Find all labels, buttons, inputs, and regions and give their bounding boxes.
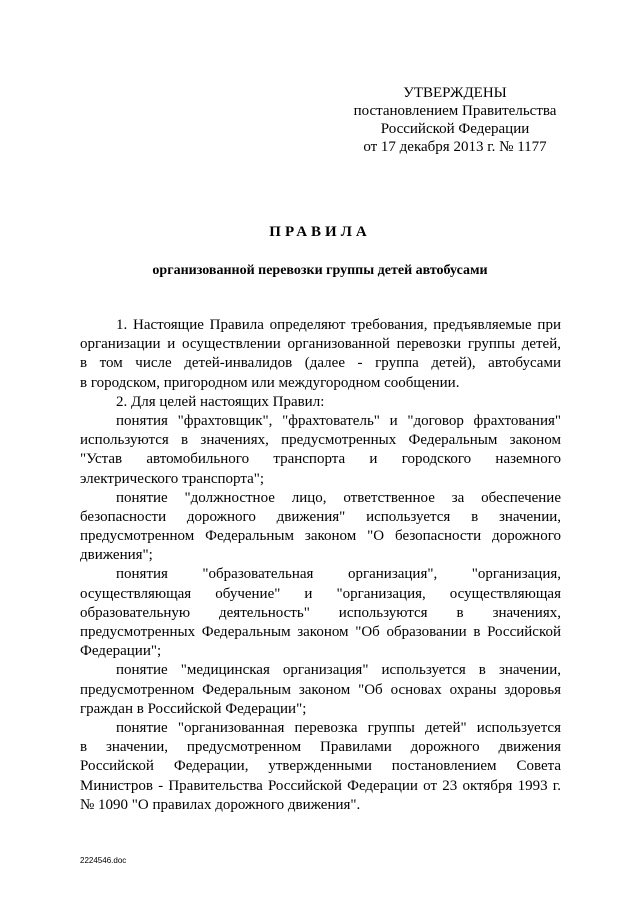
approval-heading: УТВЕРЖДЕНЫ — [403, 85, 507, 101]
approval-country: Российской Федерации — [380, 121, 530, 137]
body-line: в том числе детей-инвалидов (далее - группа детей), автобусами — [80, 355, 561, 372]
body-line: понятие "медицинская организация" используется в значении, — [116, 662, 561, 679]
body-line: в значении, предусмотренном Правилами дорожного движения — [80, 739, 561, 756]
body-line: Российской Федерации, утвержденными постановлением Совета — [80, 758, 561, 775]
body-line: используются в значениях, предусмотренных Федеральным законом — [80, 432, 561, 449]
body-line: безопасности дорожного движения" используется в значении, — [80, 508, 561, 525]
body-line: 2. Для целей настоящих Правил: — [116, 393, 325, 410]
document-body — [80, 316, 561, 815]
approval-block — [330, 84, 580, 156]
body-line: понятие "организованная перевозка группы детей" используется — [116, 719, 561, 736]
body-line: понятие "должностное лицо, ответственное за обеспечение — [116, 489, 561, 506]
body-line: движения"; — [80, 547, 153, 564]
document-title: ПРАВИЛА — [269, 224, 371, 240]
body-line: 1. Настоящие Правила определяют требования, предъявляемые при — [116, 317, 561, 333]
body-line: в городском, пригородном или междугородном сообщении. — [80, 374, 460, 391]
body-line: Федерации"; — [80, 643, 162, 660]
body-line: понятия "фрахтовщик", "фрахтователь" и "договор фрахтования" — [116, 412, 561, 429]
body-line: организации и осуществлении организованной перевозки группы детей, — [80, 336, 561, 353]
approval-resolution: постановлением Правительства — [353, 103, 557, 119]
body-line: граждан в Российской Федерации"; — [80, 700, 307, 717]
body-line: образовательную деятельность" используются в значениях, — [80, 604, 561, 621]
body-line: электрического транспорта"; — [80, 470, 265, 487]
body-line: осуществляющая обучение" и "организация, осуществляющая — [80, 585, 561, 602]
body-line: № 1090 "О правилах дорожного движения". — [80, 796, 361, 813]
body-line: "Устав автомобильного транспорта и городского наземного — [80, 451, 561, 468]
document-subtitle: организованной перевозки группы детей автобусами — [152, 263, 488, 278]
body-line: предусмотренном Федеральным законом "Об основах охраны здоровья — [80, 681, 561, 698]
body-line: Министров - Правительства Российской Федерации от 23 октября 1993 г. — [80, 777, 561, 794]
body-line: понятия "образовательная организация", "организация, — [116, 566, 561, 583]
approval-date-number: от 17 декабря 2013 г. № 1177 — [363, 139, 547, 155]
file-name-footer: 2224546.doc — [80, 856, 127, 865]
body-line: предусмотренном Федеральным законом "О безопасности дорожного — [80, 528, 561, 545]
body-line: предусмотренных Федеральным законом "Об образовании в Российской — [80, 624, 561, 640]
